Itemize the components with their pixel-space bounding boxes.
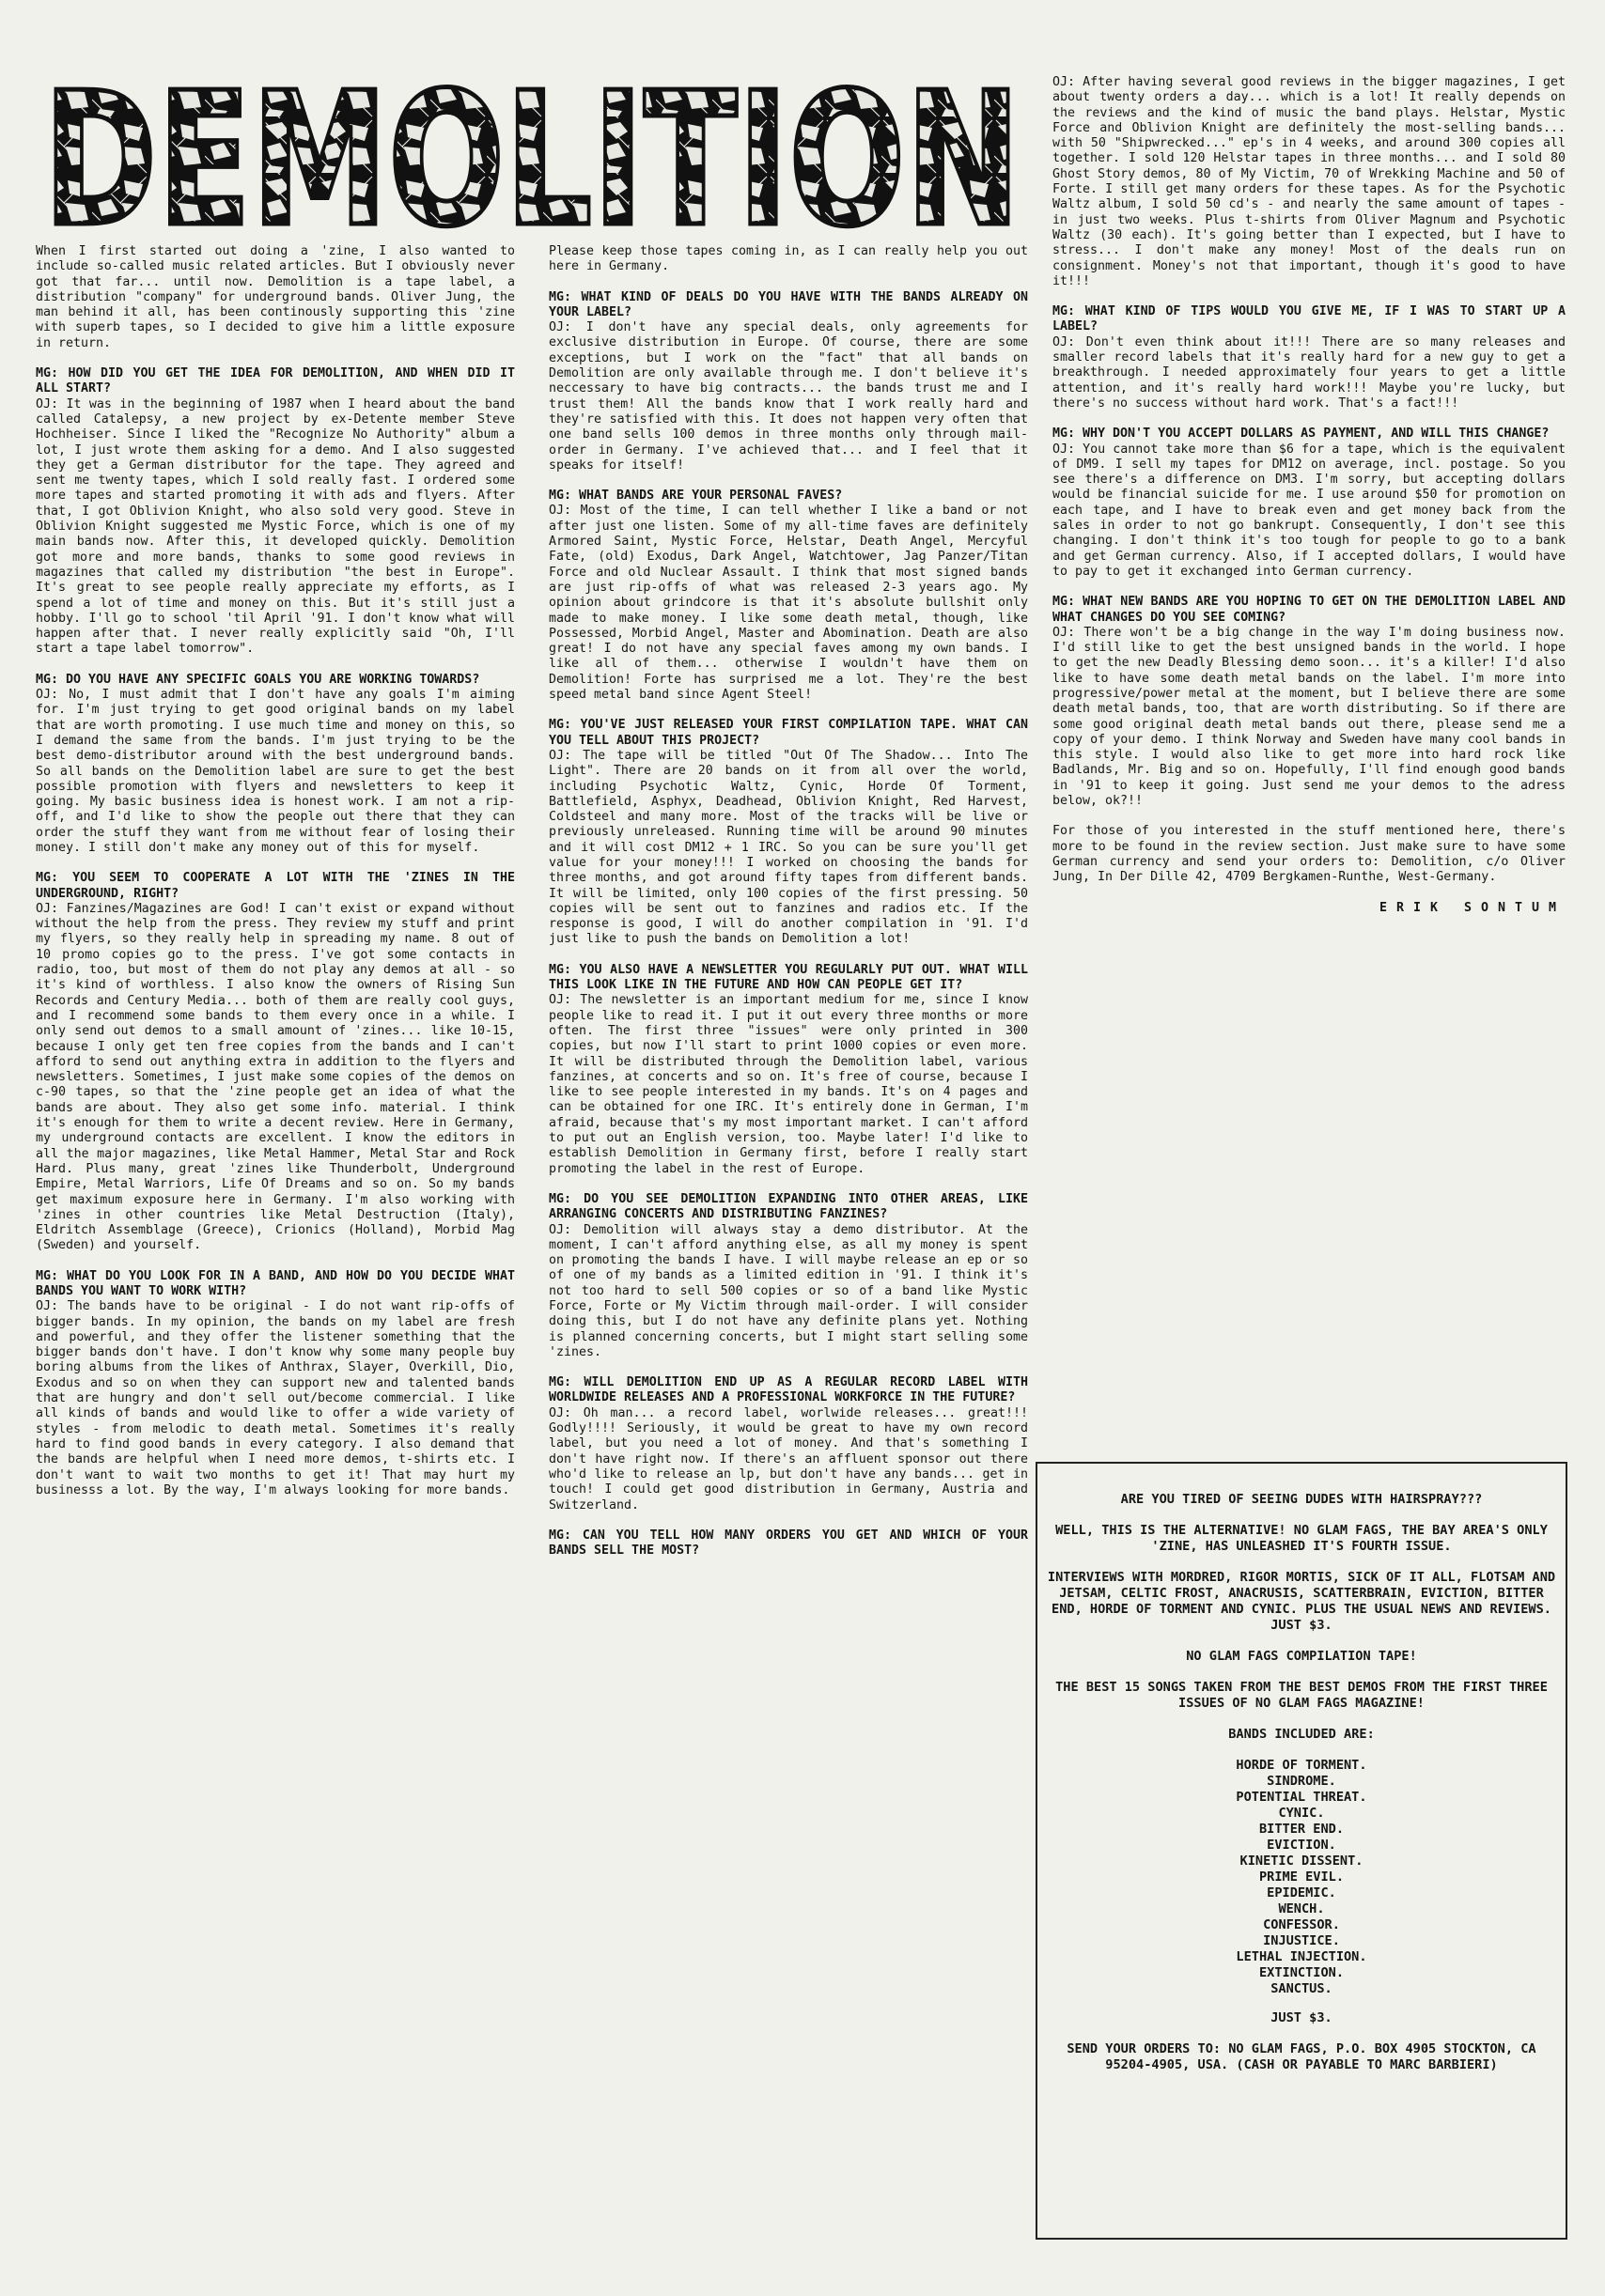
ad-price: JUST $3. (1270, 2010, 1332, 2025)
article-column-3 (1052, 75, 1566, 1456)
answer: OJ: It was in the beginning of 1987 when I heard about the band called Catalepsy, a new project by ex-Detente member Steve Hochheiser. Since I liked the "Recognize No Authority" album a lot, I just wrote them asking for a demo. And I also suggested they get a German distributor for the tape. They agreed and sent me twenty tapes, which I sold really fast. I ordered some more tapes and started promoting it with ads and flyers. After that, I got Oblivion Knight, who also sold very good. Steve in Oblivion Knight suggested me Mystic Force, which is one of my main bands now. After this, it developed quickly. Demolition got more and more bands, thanks to some good reviews in magazines that called my distribution "the best in Europe". It's great to see people really appreciate my efforts, as I spend a lot of time and money on this. But it's still just a hobby. I'll go to school 'til April '91. I don't know what will happen after that. I never really explicitly said "Oh, I'll start a tape label tomorrow". (36, 396, 515, 657)
paragraph: Please keep those tapes coming in, as I can really help you out here in Germany. (549, 244, 1028, 274)
question: MG: WHAT KIND OF DEALS DO YOU HAVE WITH THE BANDS ALREADY ON YOUR LABEL? (549, 289, 1028, 319)
ad-text: INTERVIEWS WITH MORDRED, RIGOR MORTIS, SICK OF IT ALL, FLOTSAM AND JETSAM, CELTIC FROST, ANACRUSIS, SCATTERBRAIN, EVICTION, BITTER END, HORDE OF TORMENT AND CYNIC. PLUS THE USUAL NEWS AND REVIEWS. JUST $3. (1047, 1570, 1556, 1633)
intro-paragraph: When I first started out doing a 'zine, I also wanted to include so-called music related articles. But I obviously never got that far... until now. Demolition is a tape label, a distribution "company" for underground bands. Oliver Jung, the man behind it all, has been continously supporting this 'zine with superb tapes, so I decided to give him a little exposure in return. (36, 244, 515, 350)
answer: OJ: After having several good reviews in the bigger magazines, I get about twenty orders a day... which is a lot! It really depends on the reviews and the kind of music the band plays. Helstar, Mystic Force and Oblivion Knight are definitely the most-selling bands... with 50 "Shipwrecked..." ep's in 4 weeks, and around 300 copies all together. I sold 120 Helstar tapes in three months... and I sold 80 Ghost Story demos, 80 of My Victim, 70 of Wrekking Machine and 50 of Forte. I still get many orders for these tapes. As for the Psychotic Waltz album, I sold 50 cd's - and nearly the same amount of tapes - in just two weeks. Plus t-shirts from Oliver Magnum and Psychotic Waltz (30 each). It's going better than I expected, but I have to stress... I don't make any money! Most of the deals run on consignment. Money's not that important, though it's good to have it!!! (1052, 75, 1566, 288)
closing-paragraph: For those of you interested in the stuff mentioned here, there's more to be found in the review section. Just make sure to have some German currency and send your orders to: Demolition, c/o Oliver Jung, In Der Dille 42, 4709 Bergkamen-Runthe, West-Germany. (1052, 824, 1566, 885)
question: MG: YOU ALSO HAVE A NEWSLETTER YOU REGULARLY PUT OUT. WHAT WILL THIS LOOK LIKE IN THE FUTURE AND HOW CAN PEOPLE GET IT? (549, 962, 1028, 993)
qa-block (1052, 595, 1566, 809)
answer: OJ: No, I must admit that I don't have any goals I'm aiming for. I'm just trying to get good original bands on my label that are worth promoting. I use much time and money on this, so I demand the same from the bands. I'm just trying to be the best demo-distributor around with the best underground bands. So all bands on the Demolition label are sure to get the best possible promotion with flyers and newsletters to keep it going. My basic business idea is honest work. I am not a rip-off, and I'd like to show the people out there that they can order the stuff they want from me without fear of losing their money. I still don't make any money out of this for myself. (36, 688, 515, 855)
question: MG: YOU'VE JUST RELEASED YOUR FIRST COMPILATION TAPE. WHAT CAN YOU TELL ABOUT THIS PROJECT? (549, 718, 1028, 748)
qa-block (549, 1192, 1028, 1360)
question: MG: CAN YOU TELL HOW MANY ORDERS YOU GET AND WHICH OF YOUR BANDS SELL THE MOST? (549, 1528, 1028, 1559)
author-signature: ERIK SONTUM (1379, 900, 1566, 915)
question: MG: HOW DID YOU GET THE IDEA FOR DEMOLITION, AND WHEN DID IT ALL START? (36, 366, 515, 396)
band-list-item: KINETIC DISSENT. (1239, 1854, 1363, 1869)
logo-text: DEMOLITION (43, 62, 1021, 246)
answer: OJ: The bands have to be original - I do not want rip-offs of bigger bands. In my opinion, the bands on my label are fresh and powerful, and they offer the listener something that the bigger bands don't have. I don't know why some many people buy boring albums from the likes of Anthrax, Slayer, Overkill, Dio, Exodus and so on when they can support new and talented bands that are hungry and don't sell out/become commercial. I like all kinds of bands and would like to offer a wide variety of styles - from melodic to death metal. Sometimes it's really hard to find good bands in every category. I also demand that the bands are helpful when I need more demos, t-shirts etc. I don't want to wait two months to get it! That may hurt my businesss a lot. By the way, I'm always looking for more bands. (36, 1299, 515, 1497)
question: MG: YOU SEEM TO COOPERATE A LOT WITH THE 'ZINES IN THE UNDERGROUND, RIGHT? (36, 871, 515, 901)
band-list-item: SINDROME. (1267, 1774, 1336, 1789)
band-list-item: CONFESSOR. (1263, 1917, 1340, 1932)
band-list-item: EVICTION. (1267, 1838, 1336, 1853)
answer: OJ: Demolition will always stay a demo distributor. At the moment, I can't afford anything else, as all my money is spent on promoting the bands I have. I will maybe release an ep or so of one of my bands as a limited edition in '91. I think it's not too hard to sell 500 copies or so of a band like Mystic Force, Forte or My Victim through mail-order. I will consider doing this, but I do not have any definite plans yet. Nothing is planned concerning concerts, but I might start selling some 'zines. (549, 1222, 1028, 1359)
qa-block (36, 1269, 515, 1498)
qa-block (36, 871, 515, 1253)
ad-subheadline: NO GLAM FAGS COMPILATION TAPE! (1186, 1649, 1417, 1664)
answer: OJ: There won't be a big change in the way I'm doing business now. I'd still like to get the best unsigned bands in the world. I hope to get the new Deadly Blessing demo soon... it's a killer! I'd also like to have some death metal bands on the label. I'm more into progressive/power metal at the moment, but I believe there are some death metal bands, too, that are worth distributing. So if there are some good original death metal bands out there, please send me a copy of your demo. I think Norway and Sweden have many cool bands in this style. I would also like to get more into hard rock like Badlands, Mr. Big and so on. Hopefully, I'll find enough good bands in '91 to keep it going. Just send me your demos to the adress below, ok?!! (1052, 625, 1566, 809)
band-list-item: HORDE OF TORMENT. (1236, 1758, 1367, 1773)
band-list-item: BITTER END. (1258, 1822, 1345, 1837)
qa-block (1052, 427, 1566, 580)
question: MG: WHY DON'T YOU ACCEPT DOLLARS AS PAYMENT, AND WILL THIS CHANGE? (1052, 427, 1550, 442)
answer: OJ: Don't even think about it!!! There are so many releases and smaller record labels that it's really hard for a new guy to get a breakthrough. I needed approximately four years to get a little attention, and it's really hard work!!! Maybe you're lucky, but there's no success without hard work. That's a fact!!! (1052, 334, 1566, 411)
question: MG: WILL DEMOLITION END UP AS A REGULAR RECORD LABEL WITH WORLDWIDE RELEASES AND A PROFESSIONAL WORKFORCE IN THE FUTURE? (549, 1375, 1028, 1405)
question: MG: WHAT NEW BANDS ARE YOU HOPING TO GET ON THE DEMOLITION LABEL AND WHAT CHANGES DO YOU SEE COMING? (1052, 595, 1566, 625)
qa-block (549, 290, 1028, 474)
ad-text: WELL, THIS IS THE ALTERNATIVE! NO GLAM FAGS, THE BAY AREA'S ONLY 'ZINE, HAS UNLEASHED IT'S FOURTH ISSUE. (1055, 1523, 1548, 1554)
band-list-item: PRIME EVIL. (1258, 1869, 1345, 1885)
question: MG: WHAT DO YOU LOOK FOR IN A BAND, AND HOW DO YOU DECIDE WHAT BANDS YOU WANT TO WORK WITH? (36, 1268, 515, 1298)
band-list-item: WENCH. (1278, 1901, 1325, 1916)
qa-block (36, 673, 515, 857)
answer: OJ: The newsletter is an important medium for me, since I know people like to read it. I put it out every three months or more often. The first three "issues" were only printed in 300 copies, but now I'll start to print 1000 copies or even more. It will be distributed through the Demolition label, various fanzines, at concerts and so on. It's free of course, because I like to see people interested in my bands. It's on 4 pages and can be obtained for one IRC. It's entirely done in German, I'm afraid, because that's my most important market. I can't afford to put out an English version, too. Maybe later! I'd like to establish Demolition in Germany first, before I really start promoting the label in the rest of Europe. (549, 993, 1028, 1176)
question: MG: DO YOU SEE DEMOLITION EXPANDING INTO OTHER AREAS, LIKE ARRANGING CONCERTS AND DISTRIBUTING FANZINES? (549, 1191, 1028, 1222)
band-list-item: CYNIC. (1278, 1806, 1325, 1821)
qa-block (549, 963, 1028, 1177)
qa-block (549, 1528, 1028, 1559)
answer: OJ: You cannot take more than $6 for a tape, which is the equivalent of DM9. I sell my tapes for DM12 on average, incl. postage. So you see there's a difference on DM3. I'm sorry, but accepting dollars would be financial suicide for me. I use around $50 for promotion on each tape, and I have to break even and get money back from the sales in order to not go bankrupt. Consequently, I don't see this changing. I don't think it's too tough for people to go to a bank and get German currency. Also, if I accepted dollars, I would have to pay to get it exchanged into German currency. (1052, 442, 1566, 579)
qa-block (36, 366, 515, 658)
question: MG: WHAT BANDS ARE YOUR PERSONAL FAVES? (549, 489, 843, 504)
answer: OJ: I don't have any special deals, only agreements for exclusive distribution in Europe. Of course, there are some exceptions, but I work on the "fact" that all bands on Demolition are only available through me. I don't believe it's neccessary to have big contracts... the bands trust me and I trust them! All the bands know that I work really hard and they're satisfied with this. It does not happen very often that one band sells 100 demos in three months only through mail-order in Germany. I've achieved that... and I feel that it speaks for itself! (549, 320, 1028, 473)
ad-headline: ARE YOU TIRED OF SEEING DUDES WITH HAIRSPRAY??? (1120, 1492, 1483, 1507)
article-column-1 (36, 244, 515, 2245)
answer: OJ: The tape will be titled "Out Of The Shadow... Into The Light". There are 20 bands on it from all over the world, including Psychotic Waltz, Cynic, Horde Of Torment, Battlefield, Asphyx, Deadhead, Oblivion Knight, Red Harvest, Coldsteel and many more. Most of the tracks will be live or previously unreleased. Running time will be around 90 minutes and it will cost DM12 + 1 IRC. So you can be sure you'll get value for your money!!! I worked on choosing the bands for three months, and got around fifty tapes from different bands. It will be limited, only 100 copies of the first pressing. 50 copies will be sent out to fanzines and radios etc. If the response is good, I will do another compilation in '91. I'd just like to push the bands on Demolition a lot! (549, 748, 1028, 947)
band-list-item: LETHAL INJECTION. (1236, 1949, 1367, 1964)
demolition-logo (36, 62, 1028, 246)
bands-heading: BANDS INCLUDED ARE: (1228, 1727, 1375, 1742)
qa-block (549, 489, 1028, 703)
answer: OJ: Most of the time, I can tell whether I like a band or not after just one listen. Some of my all-time faves are definitely Armored Saint, Mystic Force, Helstar, Death Angel, Mercyful Fate, (old) Exodus, Dark Angel, Watchtower, Jag Panzer/Titan Force and old Nuclear Assault. I think that most signed bands are just rip-offs of what was released 2-3 years ago. My opinion about grindcore is that it's absolute bullshit only made to make money. I like some death metal, though, like Possessed, Morbid Angel, Master and Abomination. Death are also great! I do not have any special faves among my own bands. I like all of them... otherwise I wouldn't have them on Demolition! Forte has surprised me a lot. They're the best speed metal band since Agent Steel! (549, 504, 1028, 703)
band-list (1047, 1758, 1556, 1997)
band-list-item: INJUSTICE. (1263, 1933, 1340, 1948)
band-list-item: EXTINCTION. (1258, 1965, 1345, 1980)
qa-block (549, 718, 1028, 947)
no-glam-fags-advertisement (1036, 1462, 1567, 2240)
question: MG: DO YOU HAVE ANY SPECIFIC GOALS YOU ARE WORKING TOWARDS? (36, 672, 480, 687)
answer: OJ: Fanzines/Magazines are God! I can't exist or expand without without the help from the press. They review my stuff and print my flyers, so they really help in spreading my name. 8 out of 10 promo copies go to the press. I've got some contacts in radio, too, but most of them do not play any demos at all - so it's kind of worthless. I also know the owners of Rising Sun Records and Century Media... both of them are really cool guys, and I recommend some bands to them every once in a while. I only send out demos to a small amount of 'zines... like 10-15, because I only get ten free copies from the bands and I can't afford to send out anything extra in addition to the flyers and newsletters. Sometimes, I just make some copies of the demos on c-90 tapes, so that the 'zine people get an idea of what the bands are about. They also get some info. material. I think it's enough for them to write a decent review. Here in Germany, my underground contacts are excellent. I know the editors in all the major magazines, like Metal Hammer, Metal Star and Rock Hard. Plus many, great 'zines like Thunderbolt, Underground Empire, Metal Warriors, Life Of Dreams and so on. So my bands get maximum exposure here in Germany. I'm also working with 'zines in other countries like Metal Destruction (Italy), Eldritch Assemblage (Greece), Crionics (Holland), Morbid Mag (Sweden) and yourself. (36, 901, 515, 1253)
article-column-2 (549, 244, 1028, 2245)
band-list-item: EPIDEMIC. (1267, 1885, 1336, 1900)
band-list-item: SANCTUS. (1270, 1981, 1332, 1996)
question: MG: WHAT KIND OF TIPS WOULD YOU GIVE ME, IF I WAS TO START UP A LABEL? (1052, 304, 1566, 334)
qa-block (549, 1375, 1028, 1513)
qa-block (1052, 304, 1566, 411)
ad-order-info: SEND YOUR ORDERS TO: NO GLAM FAGS, P.O. BOX 4905 STOCKTON, CA 95204-4905, USA. (CASH OR PAYABLE TO MARC BARBIERI) (1067, 2041, 1536, 2072)
ad-text: THE BEST 15 SONGS TAKEN FROM THE BEST DEMOS FROM THE FIRST THREE ISSUES OF NO GLAM FAGS MAGAZINE! (1055, 1680, 1548, 1711)
answer: OJ: Oh man... a record label, worlwide releases... great!!! Godly!!!! Seriously, it would be great to have my own record label, but you need a lot of money. And that's something I don't have right now. If there's an affluent sponsor out there who'd like to release an lp, but don't have any bands... get in touch! I could get good distribution in Germany, Austria and Switzerland. (549, 1405, 1028, 1513)
band-list-item: POTENTIAL THREAT. (1236, 1790, 1367, 1805)
